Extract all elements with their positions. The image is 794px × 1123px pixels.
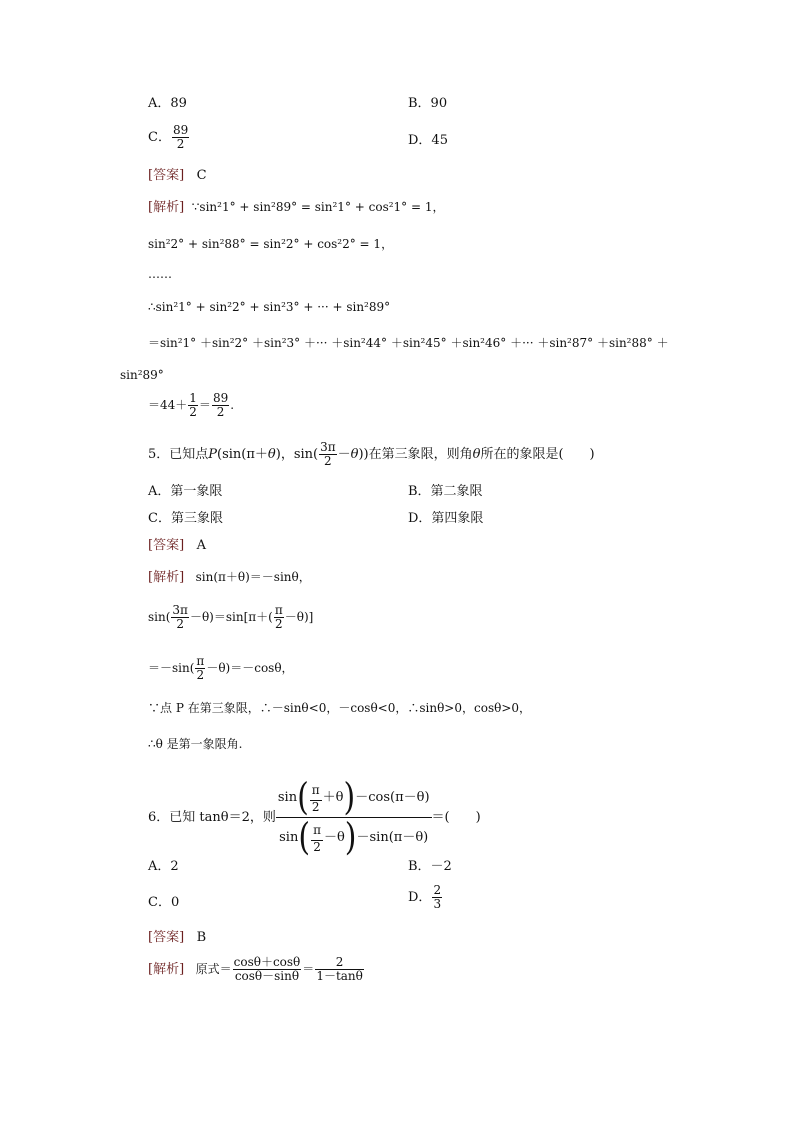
fraction-numerator: 3π [172, 603, 188, 617]
math-text: 原式＝ [195, 962, 232, 976]
fraction-pi-over-2 [274, 604, 284, 631]
paren-right: ) [343, 775, 356, 819]
analysis-text: ∵sin²1° + sin²89° = sin²1° + cos²1° = 1， [191, 200, 445, 214]
math-text: －θ)＝sin[π＋( [189, 610, 273, 624]
stem-text: )，sin( [275, 447, 319, 462]
stem-text: ＝( ) [431, 810, 481, 825]
q4-option-b: B．90 [408, 96, 448, 111]
analysis-tag: [解析] [148, 200, 185, 215]
math-text: ＝－sin( [148, 661, 195, 675]
math-text: ＝ [302, 962, 315, 976]
q5-analysis-line-1 [148, 569, 311, 586]
q6-stem [148, 775, 481, 859]
stem-text: － [337, 447, 351, 462]
fraction-numerator: π [311, 821, 323, 841]
answer-tag: [答案] [148, 538, 185, 553]
stem-text: ))在第三象限，则角 [358, 447, 473, 462]
q6-answer [148, 930, 206, 946]
q5-option-d: D．第四象限 [408, 511, 484, 526]
q6-option-a: A．2 [148, 859, 179, 874]
fraction-numerator: 2 [315, 956, 364, 970]
fraction-denominator: 2 [176, 137, 185, 151]
fraction-89-over-2 [212, 392, 229, 419]
fraction-2-over-1-minus-tan [315, 956, 364, 983]
fraction-denominator: 1－tanθ [316, 969, 363, 983]
math-var: θ [267, 447, 276, 462]
q5-option-b: B．第二象限 [408, 484, 483, 499]
fraction-denominator: 2 [274, 617, 283, 631]
q4-analysis-line-7 [148, 392, 234, 419]
fraction-cos-sum-over-diff [233, 956, 302, 983]
analysis-tag: [解析] [148, 570, 185, 585]
fraction-numerator: π [274, 603, 283, 617]
fraction-denominator: cosθ－sinθ [234, 969, 300, 983]
paren-left: ( [297, 775, 309, 819]
fraction-3pi-over-2 [171, 604, 189, 631]
fraction-denominator: 2 [176, 617, 184, 631]
q5-option-c: C．第三象限 [148, 511, 223, 526]
q6-option-d [408, 884, 443, 911]
q6-big-fraction [276, 775, 432, 859]
fraction-numerator: cosθ＋cosθ [233, 955, 301, 969]
math-text: －θ)＝－cosθ， [206, 661, 294, 675]
q4-analysis-line-5: ＝sin²1° ＋sin²2° ＋sin²3° ＋··· ＋sin²44° ＋sin²45° ＋sin²46° ＋··· ＋sin²87° ＋sin²88° ＋ [148, 336, 669, 350]
q4-option-c-label: C． [148, 130, 171, 145]
big-fraction-numerator [276, 775, 432, 819]
q4-analysis-line-3: …… [148, 267, 172, 281]
q5-analysis-line-4: ∵点 P 在第三象限，∴－sinθ<0，－cosθ<0，∴sinθ>0，cosθ>0， [148, 701, 532, 715]
q4-answer [148, 168, 207, 184]
q5-option-a: A．第一象限 [148, 484, 223, 499]
q5-stem [148, 441, 595, 468]
fraction-numerator: 1 [189, 391, 197, 405]
math-text: sin [279, 830, 299, 845]
paren-left: ( [298, 815, 311, 859]
q5-answer [148, 538, 206, 554]
fraction-denominator: 2 [196, 668, 205, 682]
fraction-denominator: 2 [311, 800, 320, 814]
fraction-3pi-over-2 [319, 441, 337, 468]
math-text: sin( [148, 610, 171, 624]
q4-option-a: A．89 [148, 96, 187, 111]
fraction-denominator: 2 [216, 405, 225, 419]
analysis-text: sin(π＋θ)＝－sinθ， [195, 570, 311, 584]
q6-option-b: B．－2 [408, 859, 452, 874]
stem-text: 6．已知 tanθ＝2，则 [148, 810, 276, 825]
q5-analysis-line-2 [148, 604, 313, 631]
math-var: θ [350, 447, 359, 462]
math-text: ＝ [198, 398, 211, 412]
q4-analysis-line-4: ∴sin²1° + sin²2° + sin²3° + ··· + sin²89° [148, 300, 391, 314]
analysis-tag: [解析] [148, 962, 185, 977]
answer-tag: [答案] [148, 168, 185, 183]
answer-tag: [答案] [148, 930, 185, 945]
fraction-pi-over-2 [195, 655, 205, 682]
math-text: ＝44＋ [148, 398, 188, 412]
fraction-pi-over-2 [311, 821, 323, 854]
answer-value: B [196, 930, 207, 945]
stem-text: (sin(π＋ [217, 447, 268, 462]
fraction-denominator: 2 [313, 840, 321, 854]
q4-analysis-line-6: sin²89° [120, 368, 164, 382]
q4-option-c-fraction [172, 124, 189, 151]
q6-option-d-label: D． [408, 890, 432, 905]
fraction-pi-over-2 [310, 781, 322, 814]
math-text: －θ)] [284, 610, 314, 624]
fraction-two-thirds [432, 884, 442, 911]
fraction-one-half [188, 392, 198, 419]
fraction-numerator: π [310, 781, 322, 801]
q4-analysis-line-2: sin²2° + sin²88° = sin²2° + cos²2° = 1， [148, 237, 394, 251]
math-text: ＋θ [322, 790, 344, 805]
math-var: θ [472, 447, 481, 462]
q5-analysis-line-3 [148, 655, 294, 682]
math-text: －cos(π－θ) [355, 790, 430, 805]
math-text: －θ [323, 830, 345, 845]
stem-text: 5．已知点 [148, 447, 209, 462]
fraction-numerator: 89 [172, 123, 189, 137]
math-text: －sin(π－θ) [356, 830, 429, 845]
fraction-numerator: π [196, 654, 205, 668]
answer-value: A [196, 538, 206, 553]
q6-analysis-line-1 [148, 956, 365, 983]
q5-analysis-line-5: ∴θ 是第一象限角. [148, 737, 243, 751]
fraction-numerator: 89 [212, 391, 229, 405]
q6-option-c: C．0 [148, 895, 180, 910]
q4-option-c [148, 124, 190, 151]
stem-text: 所在的象限是( ) [480, 447, 595, 462]
fraction-numerator: 3π [320, 440, 336, 454]
fraction-denominator: 2 [324, 454, 332, 468]
math-text: . [230, 398, 235, 412]
answer-value: C [196, 168, 207, 183]
big-fraction-denominator [276, 815, 432, 859]
q4-analysis-line-1 [148, 199, 445, 216]
fraction-denominator: 2 [189, 405, 197, 419]
math-var: P [208, 447, 218, 462]
paren-right: ) [344, 815, 357, 859]
fraction-denominator: 3 [433, 897, 442, 911]
math-text: sin [277, 790, 298, 805]
fraction-numerator: 2 [433, 883, 442, 897]
q4-option-d: D．45 [408, 133, 448, 148]
